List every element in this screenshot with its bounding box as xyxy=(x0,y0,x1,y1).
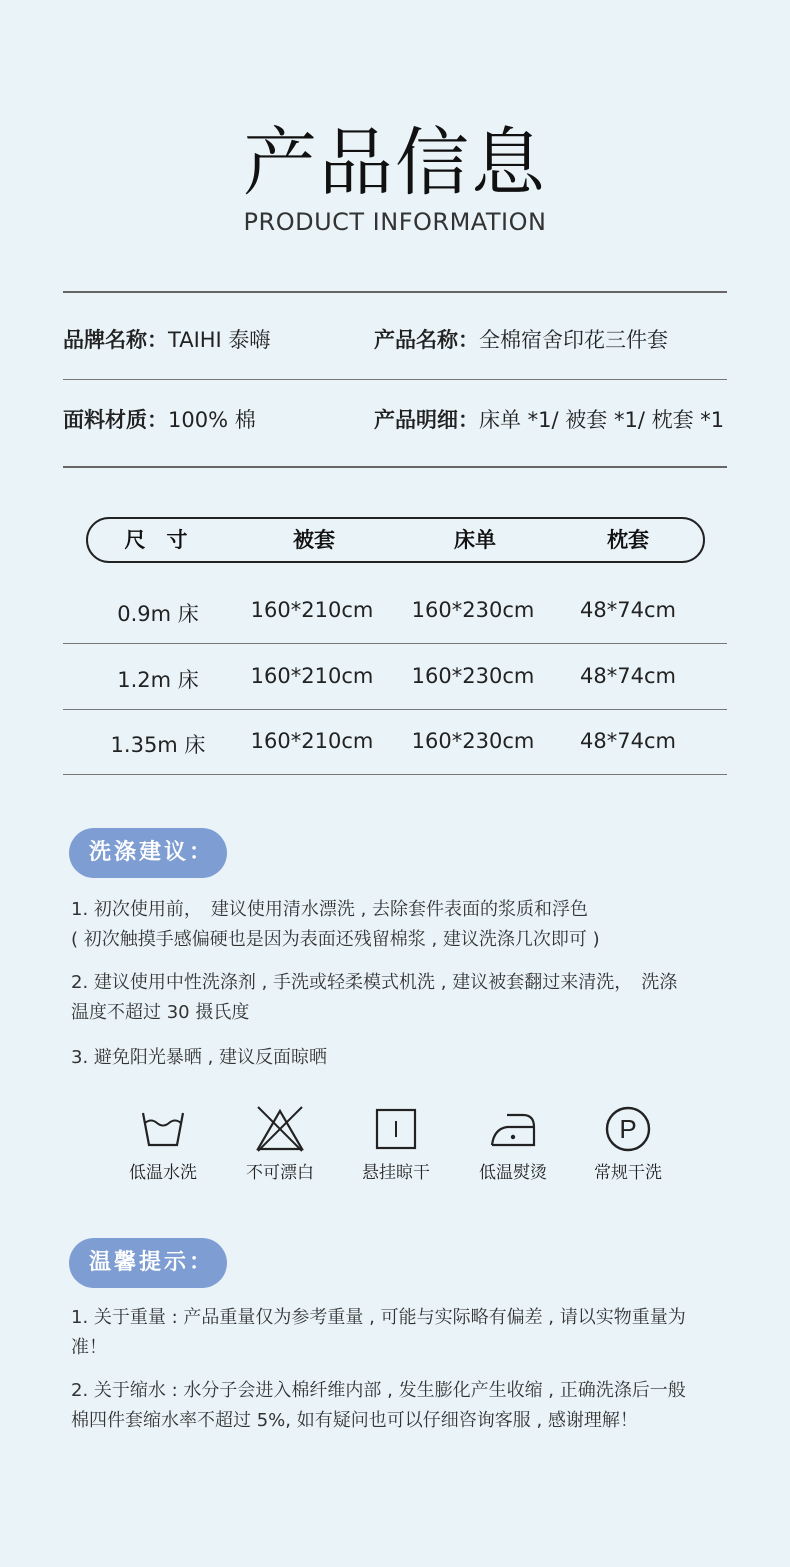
wash-basin-icon xyxy=(139,1105,187,1153)
table-cell: 160*210cm xyxy=(250,664,374,688)
brand-value: TAIHI 泰嗨 xyxy=(168,328,271,352)
divider xyxy=(63,466,727,468)
table-cell: 0.9m 床 xyxy=(117,602,199,626)
text-line: 1. 关于重量 : 产品重量仅为参考重量 , 可能与实际略有偏差 , 请以实物重量为 xyxy=(71,1307,686,1328)
brand-info xyxy=(63,324,270,354)
hang-dry-icon xyxy=(372,1105,420,1153)
table-cell: 160*230cm xyxy=(411,664,535,688)
divider xyxy=(63,379,727,380)
material-label: 面料材质： xyxy=(63,408,168,432)
header-size: 尺 寸 xyxy=(124,528,188,552)
row-divider xyxy=(63,774,727,775)
iron-low-icon xyxy=(489,1105,537,1153)
text-line: 2. 关于缩水 : 水分子会进入棉纤维内部 , 发生膨化产生收缩 , 正确洗涤后一般 xyxy=(71,1380,686,1401)
no-bleach-icon xyxy=(254,1105,306,1153)
page-subtitle: PRODUCT INFORMATION xyxy=(243,208,547,236)
care-label: 低温水洗 xyxy=(129,1163,197,1183)
text-line: 1. 初次使用前， 建议使用清水漂洗 , 去除套件表面的浆质和浮色 xyxy=(71,899,589,920)
brand-label: 品牌名称： xyxy=(63,328,168,352)
text-line: 准！ xyxy=(71,1337,107,1358)
wash-paragraph-3 xyxy=(71,1043,731,1073)
product-name-info xyxy=(374,324,668,354)
detail-label: 产品明细： xyxy=(374,408,479,432)
text-line: 2. 建议使用中性洗涤剂 , 手洗或轻柔模式机洗 , 建议被套翻过来清洗， 洗涤 xyxy=(71,972,678,993)
product-label: 产品名称： xyxy=(374,328,479,352)
page-title: 产品信息 xyxy=(243,120,547,206)
table-cell: 160*210cm xyxy=(250,598,374,622)
text-line: 棉四件套缩水率不超过 5%, 如有疑问也可以仔细咨询客服 , 感谢理解！ xyxy=(71,1410,638,1431)
header-pillowcase: 枕套 xyxy=(607,528,649,552)
wash-paragraph-1 xyxy=(71,895,731,955)
table-cell: 1.35m 床 xyxy=(110,733,206,757)
divider xyxy=(63,291,727,293)
wash-paragraph-2 xyxy=(71,968,731,1028)
tips-paragraph-1 xyxy=(71,1303,731,1363)
table-cell: 48*74cm xyxy=(580,664,676,688)
header-duvet: 被套 xyxy=(293,528,335,552)
header-sheet: 床单 xyxy=(454,528,496,552)
table-cell: 160*230cm xyxy=(411,598,535,622)
wash-advice-title: 洗涤建议： xyxy=(69,828,227,878)
row-divider xyxy=(63,709,727,710)
detail-info xyxy=(374,404,724,434)
care-label: 悬挂晾干 xyxy=(362,1163,430,1183)
table-cell: 48*74cm xyxy=(580,729,676,753)
text-line: 3. 避免阳光暴晒 , 建议反面晾晒 xyxy=(71,1047,328,1068)
text-line: 温度不超过 30 摄氏度 xyxy=(71,1002,250,1023)
detail-value: 床单 *1/ 被套 *1/ 枕套 *1 xyxy=(479,408,725,432)
row-divider xyxy=(63,643,727,644)
material-info xyxy=(63,404,256,434)
table-cell: 160*210cm xyxy=(250,729,374,753)
care-label: 低温熨烫 xyxy=(479,1163,547,1183)
table-cell: 1.2m 床 xyxy=(117,668,199,692)
table-cell: 48*74cm xyxy=(580,598,676,622)
dry-clean-p-icon xyxy=(604,1105,652,1153)
care-label: 常规干洗 xyxy=(594,1163,662,1183)
table-cell: 160*230cm xyxy=(411,729,535,753)
size-table-header xyxy=(86,517,705,563)
tips-title: 温馨提示： xyxy=(69,1238,227,1288)
tips-paragraph-2 xyxy=(71,1376,731,1436)
text-line: ( 初次触摸手感偏硬也是因为表面还残留棉浆 , 建议洗涤几次即可 ) xyxy=(71,929,600,950)
material-value: 100% 棉 xyxy=(168,408,256,432)
care-label: 不可漂白 xyxy=(246,1163,314,1183)
product-value: 全棉宿舍印花三件套 xyxy=(479,328,668,352)
dry-clean-glyph: P xyxy=(619,1114,637,1144)
